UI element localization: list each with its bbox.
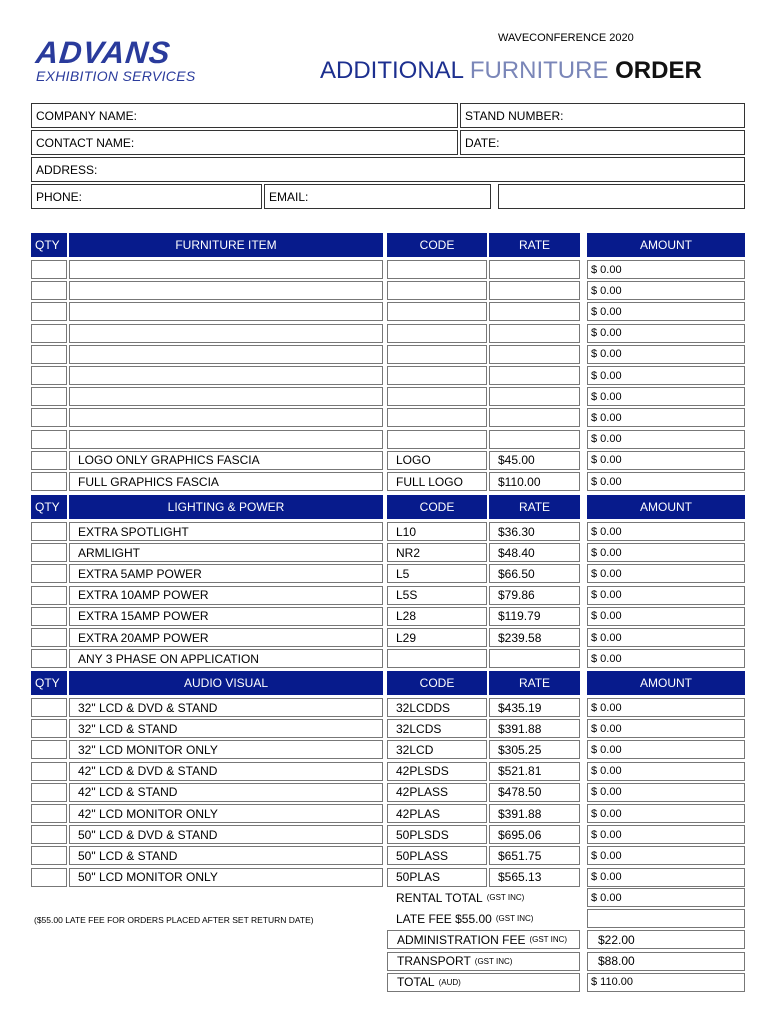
item-name: 50" LCD MONITOR ONLY (69, 868, 383, 887)
item-name: 42" LCD MONITOR ONLY (69, 804, 383, 823)
item-rate: $391.88 (489, 719, 580, 738)
title-part-additional: ADDITIONAL (320, 57, 464, 84)
item-name: 42" LCD & DVD & STAND (69, 762, 383, 781)
logo-subtitle: EXHIBITION SERVICES (36, 68, 196, 84)
item-amount: $ 0.00 (587, 586, 745, 605)
item-amount: $ 0.00 (587, 846, 745, 865)
item-rate: $79.86 (489, 586, 580, 605)
item-rate: $66.50 (489, 564, 580, 583)
qty-input[interactable] (31, 762, 67, 781)
item-amount: $ 0.00 (587, 408, 745, 427)
item-name: 32" LCD & DVD & STAND (69, 698, 383, 717)
item-rate (489, 324, 580, 343)
total-value-3: $88.00 (587, 952, 745, 971)
item-code (387, 324, 487, 343)
header-amount: AMOUNT (587, 233, 745, 257)
header-item: AUDIO VISUAL (69, 671, 383, 695)
total-value-1 (587, 909, 745, 928)
qty-input[interactable] (31, 586, 67, 605)
item-amount: $ 0.00 (587, 260, 745, 279)
item-amount: $ 0.00 (587, 543, 745, 562)
page-title (320, 57, 702, 85)
email-label: EMAIL: (269, 189, 309, 204)
item-name (69, 302, 383, 321)
header-amount: AMOUNT (587, 495, 745, 519)
item-amount: $ 0.00 (587, 804, 745, 823)
item-amount: $ 0.00 (587, 366, 745, 385)
item-rate: $695.06 (489, 825, 580, 844)
qty-input[interactable] (31, 345, 67, 364)
item-amount: $ 0.00 (587, 281, 745, 300)
item-amount: $ 0.00 (587, 783, 745, 802)
total-label-suffix: (GST INC) (474, 956, 513, 966)
item-name: EXTRA 5AMP POWER (69, 564, 383, 583)
item-name (69, 430, 383, 449)
item-code (387, 260, 487, 279)
item-rate: $45.00 (489, 451, 580, 470)
header-rate: RATE (489, 495, 580, 519)
item-code (387, 387, 487, 406)
item-code: L5S (387, 586, 487, 605)
qty-input[interactable] (31, 804, 67, 823)
item-code (387, 302, 487, 321)
item-code: 32LCD (387, 740, 487, 759)
qty-input[interactable] (31, 366, 67, 385)
item-name (69, 281, 383, 300)
item-amount: $ 0.00 (587, 628, 745, 647)
qty-input[interactable] (31, 387, 67, 406)
item-rate (489, 408, 580, 427)
item-code: 32LCDDS (387, 698, 487, 717)
item-amount: $ 0.00 (587, 740, 745, 759)
item-code: LOGO (387, 451, 487, 470)
item-code: 50PLSDS (387, 825, 487, 844)
item-code: FULL LOGO (387, 472, 487, 491)
item-rate: $478.50 (489, 783, 580, 802)
phone-field[interactable] (31, 184, 262, 209)
qty-input[interactable] (31, 698, 67, 717)
item-rate: $119.79 (489, 607, 580, 626)
item-name (69, 387, 383, 406)
total-label-suffix: (GST INC) (486, 893, 525, 902)
qty-input[interactable] (31, 543, 67, 562)
qty-input[interactable] (31, 868, 67, 887)
item-name: 50" LCD & STAND (69, 846, 383, 865)
total-label-0 (387, 888, 580, 907)
item-name: ARMLIGHT (69, 543, 383, 562)
email-extra-field[interactable] (498, 184, 745, 209)
item-amount: $ 0.00 (587, 698, 745, 717)
title-part-furniture: FURNITURE (469, 57, 609, 84)
item-name: EXTRA 20AMP POWER (69, 628, 383, 647)
header-code: CODE (387, 671, 487, 695)
item-rate: $521.81 (489, 762, 580, 781)
qty-input[interactable] (31, 719, 67, 738)
qty-input[interactable] (31, 472, 67, 491)
item-amount: $ 0.00 (587, 324, 745, 343)
advans-logo (34, 35, 226, 84)
item-name: EXTRA 10AMP POWER (69, 586, 383, 605)
item-amount: $ 0.00 (587, 564, 745, 583)
item-rate: $48.40 (489, 543, 580, 562)
item-rate (489, 302, 580, 321)
item-name (69, 408, 383, 427)
event-name: WAVECONFERENCE 2020 (498, 32, 634, 44)
item-rate: $36.30 (489, 522, 580, 541)
item-name: 32" LCD & STAND (69, 719, 383, 738)
header-qty: QTY (31, 671, 67, 695)
total-label-4 (387, 973, 580, 992)
item-amount: $ 0.00 (587, 762, 745, 781)
address-label: ADDRESS: (36, 162, 98, 177)
item-name (69, 324, 383, 343)
item-amount: $ 0.00 (587, 649, 745, 668)
item-code: NR2 (387, 543, 487, 562)
item-code: L10 (387, 522, 487, 541)
header-rate: RATE (489, 233, 580, 257)
item-code: L28 (387, 607, 487, 626)
item-amount: $ 0.00 (587, 472, 745, 491)
header-qty: QTY (31, 233, 67, 257)
header-amount: AMOUNT (587, 671, 745, 695)
qty-input[interactable] (31, 522, 67, 541)
item-code: 50PLAS (387, 868, 487, 887)
qty-input[interactable] (31, 281, 67, 300)
total-value-4: $ 110.00 (587, 973, 745, 992)
item-rate: $565.13 (489, 868, 580, 887)
item-name: EXTRA SPOTLIGHT (69, 522, 383, 541)
item-name: LOGO ONLY GRAPHICS FASCIA (69, 451, 383, 470)
total-value-0: $ 0.00 (587, 888, 745, 907)
total-label-3 (387, 952, 580, 971)
email-field[interactable] (264, 184, 491, 209)
item-rate: $435.19 (489, 698, 580, 717)
total-label-suffix: (GST INC) (495, 914, 534, 924)
item-name: 42" LCD & STAND (69, 783, 383, 802)
total-label-text: TOTAL (397, 975, 435, 990)
item-name (69, 345, 383, 364)
item-amount: $ 0.00 (587, 387, 745, 406)
qty-input[interactable] (31, 302, 67, 321)
item-code: 42PLASS (387, 783, 487, 802)
phone-label: PHONE: (36, 189, 83, 204)
qty-input[interactable] (31, 628, 67, 647)
qty-input[interactable] (31, 324, 67, 343)
header-code: CODE (387, 495, 487, 519)
total-label-suffix: (GST INC) (529, 935, 568, 945)
item-code: 32LCDS (387, 719, 487, 738)
qty-input[interactable] (31, 564, 67, 583)
item-amount: $ 0.00 (587, 522, 745, 541)
qty-input[interactable] (31, 649, 67, 668)
item-name: 50" LCD & DVD & STAND (69, 825, 383, 844)
total-label-1 (387, 909, 580, 928)
item-rate (489, 430, 580, 449)
date-label: DATE: (465, 135, 500, 150)
item-rate (489, 366, 580, 385)
item-amount: $ 0.00 (587, 868, 745, 887)
qty-input[interactable] (31, 607, 67, 626)
stand-number-label: STAND NUMBER: (465, 108, 564, 123)
item-rate: $110.00 (489, 472, 580, 491)
title-part-order: ORDER (615, 57, 702, 84)
item-name: ANY 3 PHASE ON APPLICATION (69, 649, 383, 668)
item-rate (489, 345, 580, 364)
qty-input[interactable] (31, 430, 67, 449)
item-name (69, 366, 383, 385)
item-amount: $ 0.00 (587, 825, 745, 844)
item-amount: $ 0.00 (587, 302, 745, 321)
stand-number-field[interactable] (460, 103, 745, 128)
item-rate: $239.58 (489, 628, 580, 647)
qty-input[interactable] (31, 783, 67, 802)
total-label-text: LATE FEE $55.00 (396, 911, 492, 926)
total-label-suffix: (AUD) (438, 977, 461, 987)
qty-input[interactable] (31, 408, 67, 427)
qty-input[interactable] (31, 740, 67, 759)
item-code (387, 345, 487, 364)
date-field[interactable] (460, 130, 745, 155)
item-amount: $ 0.00 (587, 451, 745, 470)
item-code: L29 (387, 628, 487, 647)
item-amount: $ 0.00 (587, 345, 745, 364)
item-amount: $ 0.00 (587, 719, 745, 738)
company-name-field[interactable] (31, 103, 458, 128)
total-label-2 (387, 930, 580, 949)
total-label-text: RENTAL TOTAL (396, 890, 483, 905)
header-rate: RATE (489, 671, 580, 695)
item-code (387, 649, 487, 668)
item-code (387, 408, 487, 427)
address-field[interactable] (31, 157, 745, 182)
item-rate: $305.25 (489, 740, 580, 759)
company-name-label: COMPANY NAME: (36, 108, 137, 123)
contact-name-label: CONTACT NAME: (36, 135, 135, 150)
header-qty: QTY (31, 495, 67, 519)
item-name: FULL GRAPHICS FASCIA (69, 472, 383, 491)
item-name (69, 260, 383, 279)
item-code (387, 430, 487, 449)
item-rate: $651.75 (489, 846, 580, 865)
item-rate (489, 387, 580, 406)
item-amount: $ 0.00 (587, 430, 745, 449)
qty-input[interactable] (31, 260, 67, 279)
logo-brand: ADVANS (34, 35, 173, 70)
item-name: EXTRA 15AMP POWER (69, 607, 383, 626)
item-code (387, 281, 487, 300)
item-code: 42PLAS (387, 804, 487, 823)
item-code: 50PLASS (387, 846, 487, 865)
item-code: 42PLSDS (387, 762, 487, 781)
qty-input[interactable] (31, 451, 67, 470)
qty-input[interactable] (31, 825, 67, 844)
total-value-2: $22.00 (587, 930, 745, 949)
header-code: CODE (387, 233, 487, 257)
qty-input[interactable] (31, 846, 67, 865)
item-rate (489, 260, 580, 279)
item-name: 32" LCD MONITOR ONLY (69, 740, 383, 759)
item-rate (489, 281, 580, 300)
item-rate (489, 649, 580, 668)
item-code: L5 (387, 564, 487, 583)
total-label-text: ADMINISTRATION FEE (397, 932, 526, 947)
item-amount: $ 0.00 (587, 607, 745, 626)
total-label-text: TRANSPORT (397, 954, 471, 969)
item-code (387, 366, 487, 385)
item-rate: $391.88 (489, 804, 580, 823)
header-item: FURNITURE ITEM (69, 233, 383, 257)
header-item: LIGHTING & POWER (69, 495, 383, 519)
late-fee-note: ($55.00 LATE FEE FOR ORDERS PLACED AFTER SET RETURN DATE) (34, 915, 314, 925)
contact-name-field[interactable] (31, 130, 458, 155)
